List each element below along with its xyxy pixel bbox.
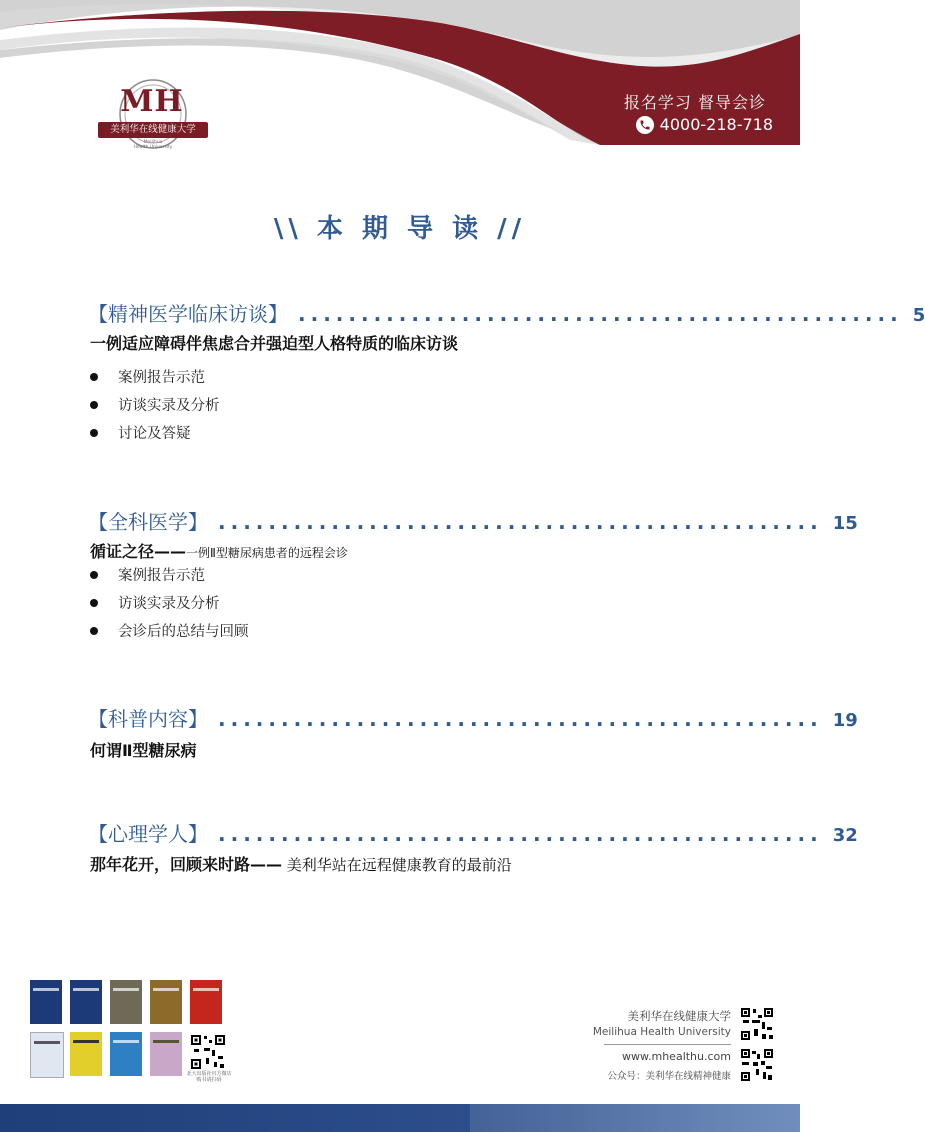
section-subtitle: 何谓Ⅱ型糖尿病 xyxy=(90,741,197,760)
toc-entry-psychiatry[interactable] xyxy=(88,298,925,327)
page-number: 15 xyxy=(832,513,858,534)
section-subtitle: 那年花开，回顾来时路—— 美利华站在远程健康教育的最前沿 xyxy=(90,855,512,874)
list-item: 访谈实录及分析 xyxy=(88,394,220,415)
page-number: 19 xyxy=(832,710,858,731)
footer-wechat: 公众号：美利华在线精神健康 xyxy=(607,1071,731,1082)
book-cover-image xyxy=(110,1032,142,1076)
list-item: 案例报告示范 xyxy=(88,564,205,585)
header-phone xyxy=(636,115,773,134)
qr-code-icon[interactable] xyxy=(740,1007,774,1041)
bullet-icon xyxy=(90,627,98,635)
book-cover-image xyxy=(70,980,102,1024)
bullet-icon xyxy=(90,599,98,607)
dot-leader: ................................................ xyxy=(298,302,903,326)
toc-entry-psychologist[interactable] xyxy=(88,818,858,847)
university-logo xyxy=(98,78,208,150)
book-cover-image xyxy=(190,980,222,1024)
footer-url-link[interactable]: www.mhealthu.com xyxy=(622,1050,731,1063)
book-cover-image xyxy=(30,1032,64,1078)
phone-number: 4000-218-718 xyxy=(659,115,773,134)
section-heading: 【精神医学临床访谈】 xyxy=(88,302,288,326)
dot-leader: ................................................ xyxy=(218,510,823,534)
logo-ribbon: 美利华在线健康大学 xyxy=(98,122,208,138)
section-subtitle: 一例适应障碍伴焦虑合并强迫型人格特质的临床访谈 xyxy=(90,334,459,353)
logo-subtext: Meilihua Health University xyxy=(133,140,173,150)
toc-entry-science[interactable] xyxy=(88,703,858,732)
qr-code-icon[interactable] xyxy=(740,1048,774,1082)
bullet-icon xyxy=(90,373,98,381)
logo-monogram: MH xyxy=(120,84,184,119)
book-cover-image xyxy=(110,980,142,1024)
book-cover-image xyxy=(150,1032,182,1076)
footer-bar xyxy=(0,1104,800,1132)
footer-university-en: Meilihua Health University xyxy=(592,1026,731,1038)
phone-icon xyxy=(636,116,654,134)
toc-entry-general-medicine[interactable] xyxy=(88,506,858,535)
page-number: 32 xyxy=(832,825,858,846)
bullet-icon xyxy=(90,571,98,579)
qr-caption: 北大出版社官方微店 购书请扫码 xyxy=(186,1071,232,1083)
page-title: \\ 本 期 导 读 // xyxy=(273,214,527,244)
section-subtitle: 循证之径——一例Ⅱ型糖尿病患者的远程会诊 xyxy=(90,542,348,561)
list-item: 会诊后的总结与回顾 xyxy=(88,620,249,641)
list-item: 案例报告示范 xyxy=(88,366,205,387)
section-heading: 【心理学人】 xyxy=(88,822,208,846)
book-cover-image xyxy=(70,1032,102,1076)
dot-leader: ................................................ xyxy=(218,707,823,731)
page-number: 5 xyxy=(912,305,925,326)
bullet-icon xyxy=(90,401,98,409)
footer-university-cn: 美利华在线健康大学 xyxy=(627,1009,731,1023)
header-tagline: 报名学习 督导会诊 xyxy=(623,93,766,112)
footer-divider xyxy=(604,1044,731,1045)
list-item: 讨论及答疑 xyxy=(88,422,191,443)
dot-leader: ................................................ xyxy=(218,822,823,846)
bullet-icon xyxy=(90,429,98,437)
qr-code-icon[interactable] xyxy=(190,1034,226,1070)
section-heading: 【全科医学】 xyxy=(88,510,208,534)
list-item: 访谈实录及分析 xyxy=(88,592,220,613)
book-cover-image xyxy=(150,980,182,1024)
book-cover-image xyxy=(30,980,62,1024)
section-heading: 【科普内容】 xyxy=(88,707,208,731)
